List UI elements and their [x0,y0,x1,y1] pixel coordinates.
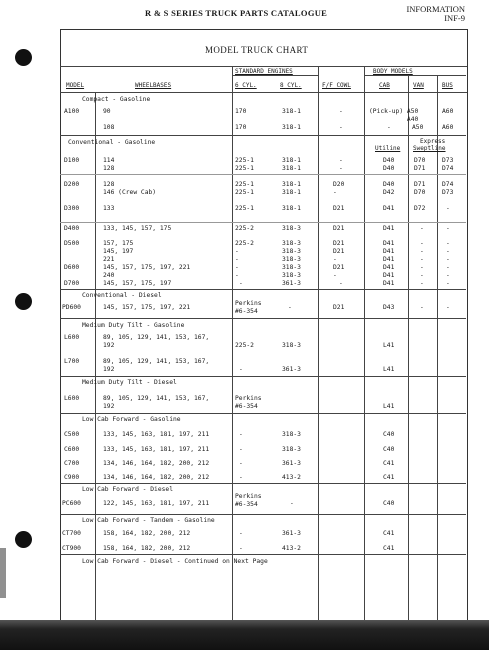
cell-wheelbases: 89, 105, 129, 141, 153, 167, 192 [103,358,210,373]
cell-van: - - [420,264,424,279]
cell-8cyl: - [288,304,292,311]
col-header-ffcowl: F/F COWL [322,82,351,89]
cell-wheelbases: 114 128 [103,157,115,172]
col-header-8cyl: 8 CYL. [280,82,302,89]
col-header-bus: BUS [442,82,453,89]
row-rule [60,222,466,223]
col-divider-bus [437,75,438,620]
col-header-model: MODEL [66,82,85,89]
cell-6cyl: - [239,431,243,438]
section-title: Low Cab Forward - Tandem - Gasoline [82,517,215,524]
cell-wheelbases: 134, 146, 164, 182, 200, 212 [103,460,210,467]
scan-edge-mark [0,548,6,598]
standard-engines-header: STANDARD ENGINES [235,68,293,75]
cell-8cyl: 318-1 [282,205,301,212]
cell-8cyl: 318-3 [282,225,301,232]
cell-van: D72 [414,205,426,212]
cell-model: C500 [64,431,80,438]
footer-continued: Low Cab Forward - Diesel - Continued on Next Page [82,558,268,565]
section-title: Compact - Gasoline [82,96,151,103]
col-header-cab: CAB [379,82,390,89]
cell-van: - - - [420,240,424,263]
cell-6cyl: - [239,366,243,373]
section-title: Low Cab Forward - Diesel [82,486,173,493]
cell-wheelbases: 122, 145, 163, 181, 197, 211 [103,500,210,507]
cell-6cyl: 225-1 225-1 [235,181,254,196]
cell-wheelbases: 128 146 (Crew Cab) [103,181,157,196]
cell-8cyl: 318-1 [282,124,301,131]
cell-6cyl: - [239,530,243,537]
cell-bus: - [446,280,450,287]
cell-6cyl: - [239,280,243,287]
cell-model: CT900 [62,545,81,552]
cell-bus: - [446,205,450,212]
cell-8cyl: 318-3 318-3 [282,264,301,279]
col-divider-van [408,75,409,620]
cell-cab: D40 D40 [383,157,395,172]
cell-ffcowl: D21 [333,304,345,311]
cell-cab: D41 [383,225,395,232]
cell-model: C600 [64,446,80,453]
cell-cab: C40 [383,500,395,507]
cell-6cyl: - [239,474,243,481]
cell-cab: C41 [383,530,395,537]
binder-hole-bottom [15,531,32,548]
cell-ffcowl: - [339,124,343,131]
body-models-rule [364,75,466,76]
cell-wheelbases: 158, 164, 182, 200, 212 [103,545,191,552]
cell-wheelbases: 158, 164, 182, 200, 212 [103,530,191,537]
cell-wheelbases: 89, 105, 129, 141, 153, 167, 192 [103,395,210,410]
section-rule [60,289,466,290]
section-rule [60,376,466,377]
col-divider-ffcowl [318,66,319,620]
section-rule [60,514,466,515]
info-label-text: INFORMATION [406,4,465,14]
cell-bus: D73 D74 [442,157,454,172]
cell-wheelbases: 133, 145, 157, 175 [103,225,172,232]
cell-ffcowl: - [339,280,343,287]
scan-bottom-band [0,620,489,650]
cell-wheelbases: 133, 145, 163, 181, 197, 211 [103,446,210,453]
section-rule [60,318,466,319]
cell-cab: C41 [383,460,395,467]
cell-model: D700 [64,280,80,287]
cell-cab: C40 [383,446,395,453]
cell-wheelbases: 157, 175 145, 197 221 [103,240,134,263]
cell-cab: D41 [383,205,395,212]
cell-6cyl: 225-2 [235,225,254,232]
cell-6cyl: - [239,460,243,467]
cell-model: D400 [64,225,80,232]
cell-6cyl: Perkins #6-354 [235,300,262,315]
cell-cab: (Pick-up) A50 A40 [369,108,419,123]
info-code: INF-9 [444,13,465,23]
cell-model: D200 [64,181,80,188]
cell-8cyl: 318-3 [282,342,301,349]
info-label [406,5,465,23]
header-rule-bottom [60,92,467,93]
cell-6cyl: 225-1 [235,205,254,212]
cell-cab: C40 [383,431,395,438]
cell-wheelbases: 133, 145, 163, 181, 197, 211 [103,431,210,438]
cell-8cyl: - [290,500,294,507]
cell-bus: - [446,225,450,232]
cell-cab: D41 D41 [383,264,395,279]
cell-bus: A60 [442,108,454,115]
cell-model: PC600 [62,500,81,507]
cell-cab: D40 D42 [383,181,395,196]
cell-6cyl: Perkins #6-354 [235,395,262,410]
engines-rule [232,75,318,76]
cell-model: L700 [64,358,80,365]
section-title: Medium Duty Tilt - Gasoline [82,322,185,329]
col-header-6cyl: 6 CYL. [235,82,257,89]
cell-ffcowl: D21 [333,225,345,232]
utiline-label: Utiline [375,145,401,152]
cell-model: D100 [64,157,80,164]
col-divider-cab [364,66,365,620]
section-rule [60,413,466,414]
cell-model: C900 [64,474,80,481]
cell-model: C700 [64,460,80,467]
section-title: Conventional - Gasoline [68,139,156,146]
cell-wheelbases: 145, 157, 175, 197 [103,280,172,287]
cell-model: D600 [64,264,80,271]
cell-bus: - - - [446,240,450,263]
cell-van: - [420,225,424,232]
cell-van: D71 D70 [414,181,426,196]
cell-bus: - - [446,264,450,279]
section-title: Low Cab Forward - Gasoline [82,416,181,423]
catalogue-header: R & S SERIES TRUCK PARTS CATALOGUE [145,8,328,18]
col-divider-engines [232,66,233,620]
cell-6cyl: 225-1 225-1 [235,157,254,172]
cell-model: L600 [64,395,80,402]
section-rule [60,554,466,555]
cell-cab: - [387,124,391,131]
cell-van: - [420,304,424,311]
chart-title: MODEL TRUCK CHART [205,45,309,55]
cell-wheelbases: 108 [103,124,115,131]
cell-8cyl: 318-3 [282,446,301,453]
cell-cab: L41 [383,403,395,410]
cell-ffcowl: D21 [333,205,345,212]
cell-8cyl: 318-3 [282,431,301,438]
cell-wheelbases: 133 [103,205,115,212]
cell-6cyl: Perkins #6-354 [235,493,262,508]
cell-cab: D41 [383,280,395,287]
cell-bus: - [446,304,450,311]
cell-8cyl: 361-3 [282,366,301,373]
cell-8cyl: 413-2 [282,474,301,481]
cell-8cyl: 361-3 [282,530,301,537]
cell-ffcowl: D21 D21 - [333,240,345,263]
binder-hole-middle [15,293,32,310]
cell-van: A50 [412,124,424,131]
cell-van: D70 D71 [414,157,426,172]
cell-model: PD600 [62,304,81,311]
cell-6cyl: 225-2 - - [235,240,254,263]
col-header-wheelbases: WHEELBASES [135,82,172,89]
cell-8cyl: 318-1 318-1 [282,181,301,196]
cell-8cyl: 318-3 318-3 318-3 [282,240,301,263]
cell-6cyl: - [239,446,243,453]
cell-wheelbases: 145, 157, 175, 197, 221 [103,304,191,311]
row-rule [60,174,466,175]
express-label: Express [420,138,446,145]
cell-8cyl: 361-3 [282,280,301,287]
cell-ffcowl: - [339,108,343,115]
cell-model: L600 [64,334,80,341]
cell-bus: D74 D73 [442,181,454,196]
cell-wheelbases: 145, 157, 175, 197, 221 240 [103,264,191,279]
cell-model: A100 [64,108,80,115]
section-rule [60,135,466,136]
cell-6cyl: - [239,545,243,552]
cell-cab: D41 D41 D41 [383,240,395,263]
cell-van: - [420,280,424,287]
col-divider-model [95,92,96,620]
cell-wheelbases: 134, 146, 164, 182, 200, 212 [103,474,210,481]
binder-hole-top [15,49,32,66]
cell-ffcowl: - - [339,157,343,172]
cell-cab: D43 [383,304,395,311]
section-title: Conventional - Diesel [82,292,162,299]
cell-cab: L41 [383,342,395,349]
cell-8cyl: 318-1 318-1 [282,157,301,172]
cell-6cyl: 170 [235,108,247,115]
cell-model: CT700 [62,530,81,537]
col-header-van: VAN [413,82,424,89]
header-rule-top [60,66,467,67]
cell-ffcowl: D20 - [333,181,345,196]
cell-8cyl: 361-3 [282,460,301,467]
cell-wheelbases: 89, 105, 129, 141, 153, 167, 192 [103,334,210,349]
cell-bus: A60 [442,124,454,131]
cell-model: D300 [64,205,80,212]
cell-6cyl: 170 [235,124,247,131]
cell-8cyl: 413-2 [282,545,301,552]
sweptline-label: Sweptline [413,145,446,152]
cell-6cyl: 225-2 [235,342,254,349]
cell-cab: L41 [383,366,395,373]
section-title: Medium Duty Tilt - Diesel [82,379,177,386]
cell-model: D500 [64,240,80,247]
cell-cab: C41 [383,545,395,552]
cell-ffcowl: D21 - [333,264,345,279]
cell-8cyl: 318-1 [282,108,301,115]
body-models-header: BODY MODELS [373,68,413,75]
cell-cab: C41 [383,474,395,481]
section-rule [60,483,466,484]
cell-wheelbases: 90 [103,108,111,115]
cell-6cyl: - - [235,264,239,279]
